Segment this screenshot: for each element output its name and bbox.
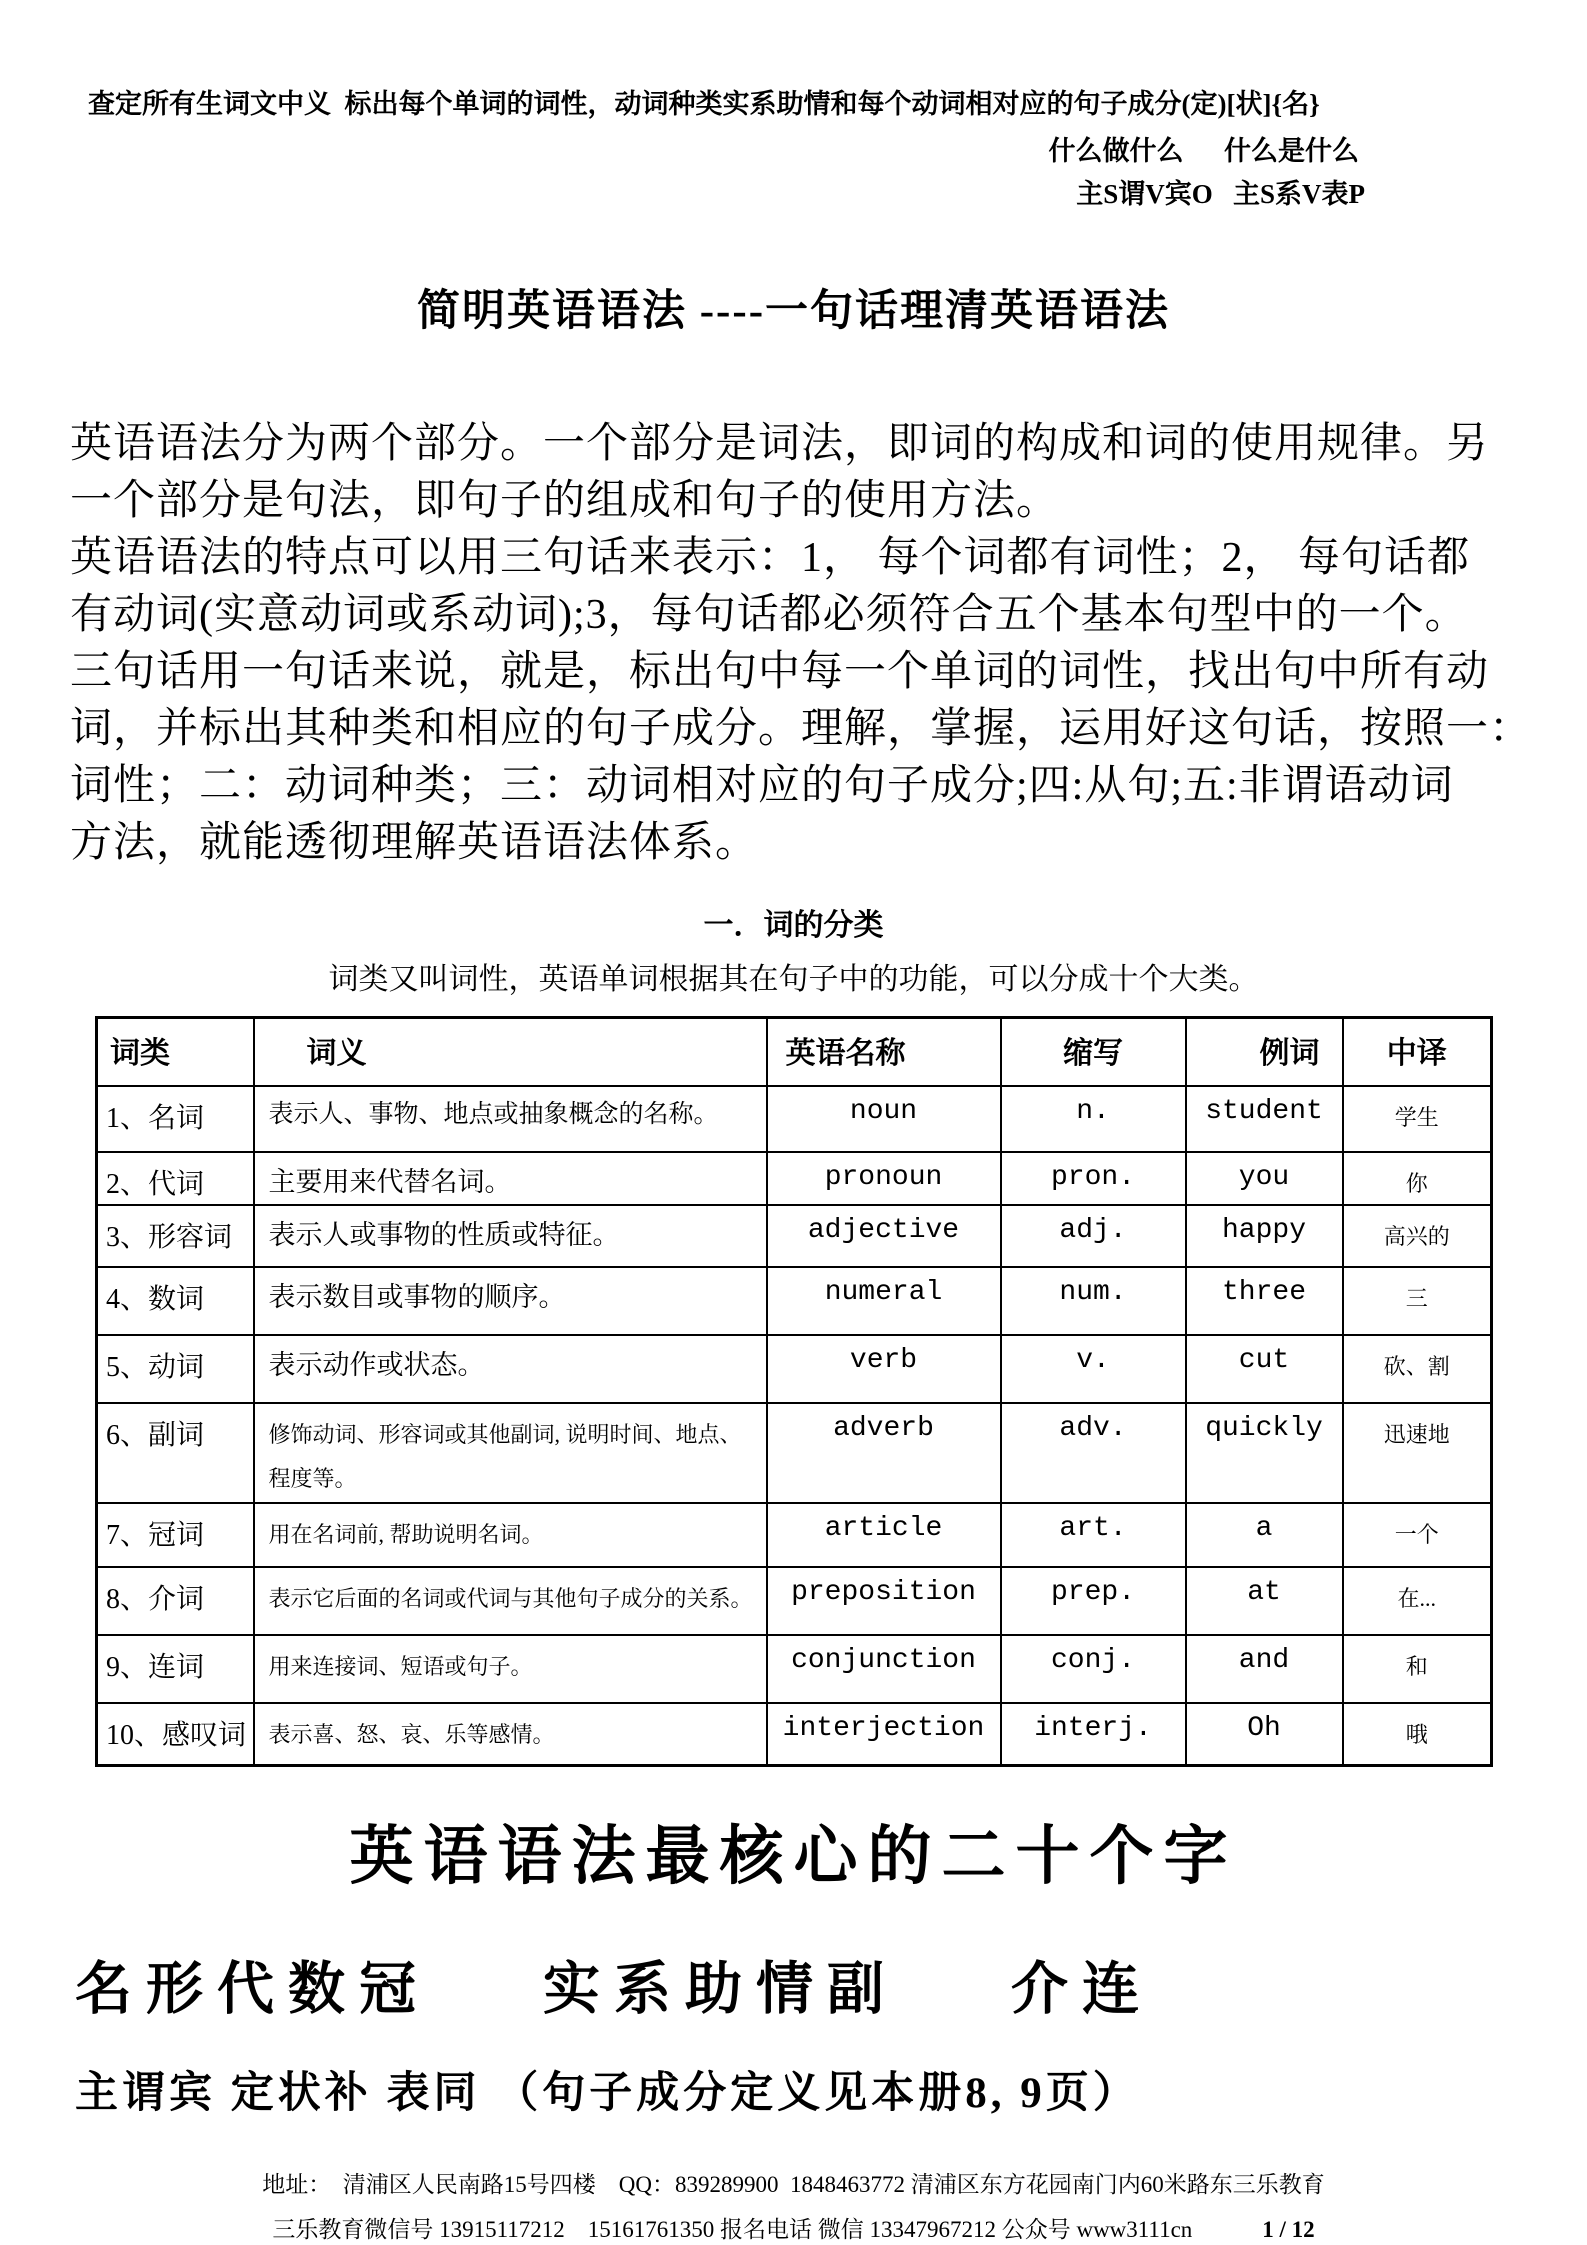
meaning-cell: 表示数目或事物的顺序。 <box>254 1267 767 1335</box>
translation-cell: 哦 <box>1343 1703 1492 1765</box>
example-cell: cut <box>1186 1335 1343 1403</box>
translation-cell: 学生 <box>1343 1086 1492 1152</box>
word-class-cell: 2、代词 <box>97 1152 254 1206</box>
table-row <box>97 1403 1492 1503</box>
abbreviation-cell: adv. <box>1001 1403 1186 1503</box>
translation-cell: 迅速地 <box>1343 1403 1492 1503</box>
meaning-cell: 表示它后面的名词或代词与其他句子成分的关系。 <box>254 1567 767 1635</box>
word-class-cell: 1、名词 <box>97 1086 254 1152</box>
meaning-cell: 用在名词前, 帮助说明名词。 <box>254 1503 767 1567</box>
abbreviation-cell: prep. <box>1001 1567 1186 1635</box>
abbreviation-cell: num. <box>1001 1267 1186 1335</box>
english-name-cell: conjunction <box>767 1635 1001 1703</box>
column-header-english-name: 英语名称 <box>767 1018 1001 1086</box>
column-header-translation: 中译 <box>1343 1018 1492 1086</box>
translation-cell: 高兴的 <box>1343 1205 1492 1267</box>
column-header-abbreviation: 缩写 <box>1001 1018 1186 1086</box>
english-name-cell: numeral <box>767 1267 1001 1335</box>
english-name-cell: noun <box>767 1086 1001 1152</box>
table-header-row <box>97 1018 1492 1086</box>
footer-address-line: 地址： 清浦区人民南路15号四楼 QQ：839289900 1848463772 清浦区东方花园南门内60米路东三乐教育 <box>262 2171 1325 2197</box>
translation-cell: 三 <box>1343 1267 1492 1335</box>
table-row <box>97 1567 1492 1635</box>
example-cell: happy <box>1186 1205 1343 1267</box>
header-annotation-line-2: 什么做什么 什么是什么 <box>1048 136 1359 166</box>
example-cell: and <box>1186 1635 1343 1703</box>
intro-line: 英语语法的特点可以用三句话来表示：1， 每个词都有词性；2， 每句话都 <box>70 535 1471 581</box>
english-name-cell: adverb <box>767 1403 1001 1503</box>
table-row <box>97 1205 1492 1267</box>
column-header-meaning: 词义 <box>254 1018 767 1086</box>
section-subtitle: 词类又叫词性，英语单词根据其在句子中的功能，可以分成十个大类。 <box>328 963 1259 996</box>
translation-cell: 你 <box>1343 1152 1492 1206</box>
page-title: 简明英语语法 ----一句话理清英语语法 <box>416 288 1171 335</box>
example-cell: Oh <box>1186 1703 1343 1765</box>
header-annotation <box>0 0 1587 211</box>
english-name-cell: verb <box>767 1335 1001 1403</box>
core-twenty-characters: 名形代数冠 实系助情副 介连 <box>75 1957 1153 2021</box>
footer-contact-text: 三乐教育微信号 13915117212 15161761350 报名电话 微信 13347967212 公众号 www3111cn <box>272 2216 1193 2242</box>
intro-paragraphs <box>70 416 1533 872</box>
translation-cell: 砍、割 <box>1343 1335 1492 1403</box>
english-name-cell: article <box>767 1503 1001 1567</box>
meaning-cell: 主要用来代替名词。 <box>254 1152 767 1206</box>
header-annotation-line-3: 主S谓V宾O 主S系V表P <box>1076 179 1365 209</box>
table-row <box>97 1703 1492 1765</box>
abbreviation-cell: art. <box>1001 1503 1186 1567</box>
core-sentence: 主谓宾 定状补 表同 （句子成分定义见本册8, 9页） <box>75 2069 1140 2117</box>
word-class-cell: 5、动词 <box>97 1335 254 1403</box>
translation-cell: 在... <box>1343 1567 1492 1635</box>
table-body <box>97 1086 1492 1766</box>
translation-cell: 一个 <box>1343 1503 1492 1567</box>
table-row <box>97 1635 1492 1703</box>
word-class-cell: 10、感叹词 <box>97 1703 254 1765</box>
english-name-cell: pronoun <box>767 1152 1001 1206</box>
intro-line: 三句话用一句话来说，就是，标出句中每一个单词的词性，找出句中所有动 <box>70 649 1490 695</box>
word-class-cell: 7、冠词 <box>97 1503 254 1567</box>
meaning-cell: 表示人或事物的性质或特征。 <box>254 1205 767 1267</box>
table-row <box>97 1503 1492 1567</box>
abbreviation-cell: interj. <box>1001 1703 1186 1765</box>
column-header-example: 例词 <box>1186 1018 1343 1086</box>
meaning-cell: 表示人、事物、地点或抽象概念的名称。 <box>254 1086 767 1152</box>
intro-line: 有动词(实意动词或系动词);3，每句话都必须符合五个基本句型中的一个。 <box>70 592 1468 638</box>
english-name-cell: interjection <box>767 1703 1001 1765</box>
section-heading: 一．词的分类 <box>703 909 884 942</box>
intro-line: 英语语法分为两个部分。一个部分是词法，即词的构成和词的使用规律。另 <box>70 421 1490 467</box>
abbreviation-cell: adj. <box>1001 1205 1186 1267</box>
word-class-cell: 6、副词 <box>97 1403 254 1503</box>
english-name-cell: preposition <box>767 1567 1001 1635</box>
word-class-cell: 3、形容词 <box>97 1205 254 1267</box>
word-class-table <box>95 1016 1493 1767</box>
meaning-cell: 表示动作或状态。 <box>254 1335 767 1403</box>
translation-cell: 和 <box>1343 1635 1492 1703</box>
word-class-cell: 4、数词 <box>97 1267 254 1335</box>
page-number: 1 / 12 <box>1262 2216 1315 2242</box>
abbreviation-cell: v. <box>1001 1335 1186 1403</box>
abbreviation-cell: pron. <box>1001 1152 1186 1206</box>
example-cell: quickly <box>1186 1403 1343 1503</box>
table-row <box>97 1335 1492 1403</box>
core-heading: 英语语法最核心的二十个字 <box>349 1820 1238 1892</box>
meaning-cell: 用来连接词、短语或句子。 <box>254 1635 767 1703</box>
intro-line: 词，并标出其种类和相应的句子成分。理解，掌握，运用好这句话，按照一： <box>70 706 1533 752</box>
intro-line: 词性；二：动词种类；三：动词相对应的句子成分;四:从句;五:非谓语动词 <box>70 763 1454 809</box>
table-row <box>97 1267 1492 1335</box>
table-row <box>97 1152 1492 1206</box>
example-cell: a <box>1186 1503 1343 1567</box>
footer-contact-line <box>0 2211 1587 2244</box>
word-class-cell: 9、连词 <box>97 1635 254 1703</box>
meaning-cell: 表示喜、怒、哀、乐等感情。 <box>254 1703 767 1765</box>
english-name-cell: adjective <box>767 1205 1001 1267</box>
page-footer <box>0 2166 1587 2244</box>
abbreviation-cell: n. <box>1001 1086 1186 1152</box>
example-cell: student <box>1186 1086 1343 1152</box>
abbreviation-cell: conj. <box>1001 1635 1186 1703</box>
header-annotation-line-1: 查定所有生词文中义 标出每个单词的词性，动词种类实系助情和每个动词相对应的句子成分(定)[状]{名} <box>88 89 1320 119</box>
example-cell: at <box>1186 1567 1343 1635</box>
table-row <box>97 1086 1492 1152</box>
meaning-cell: 修饰动词、形容词或其他副词, 说明时间、地点、程度等。 <box>254 1403 767 1503</box>
example-cell: you <box>1186 1152 1343 1206</box>
intro-line: 方法，就能透彻理解英语语法体系。 <box>70 820 759 866</box>
column-header-word-class: 词类 <box>97 1018 254 1086</box>
example-cell: three <box>1186 1267 1343 1335</box>
word-class-cell: 8、介词 <box>97 1567 254 1635</box>
intro-line: 一个部分是句法，即句子的组成和句子的使用方法。 <box>70 478 1060 524</box>
